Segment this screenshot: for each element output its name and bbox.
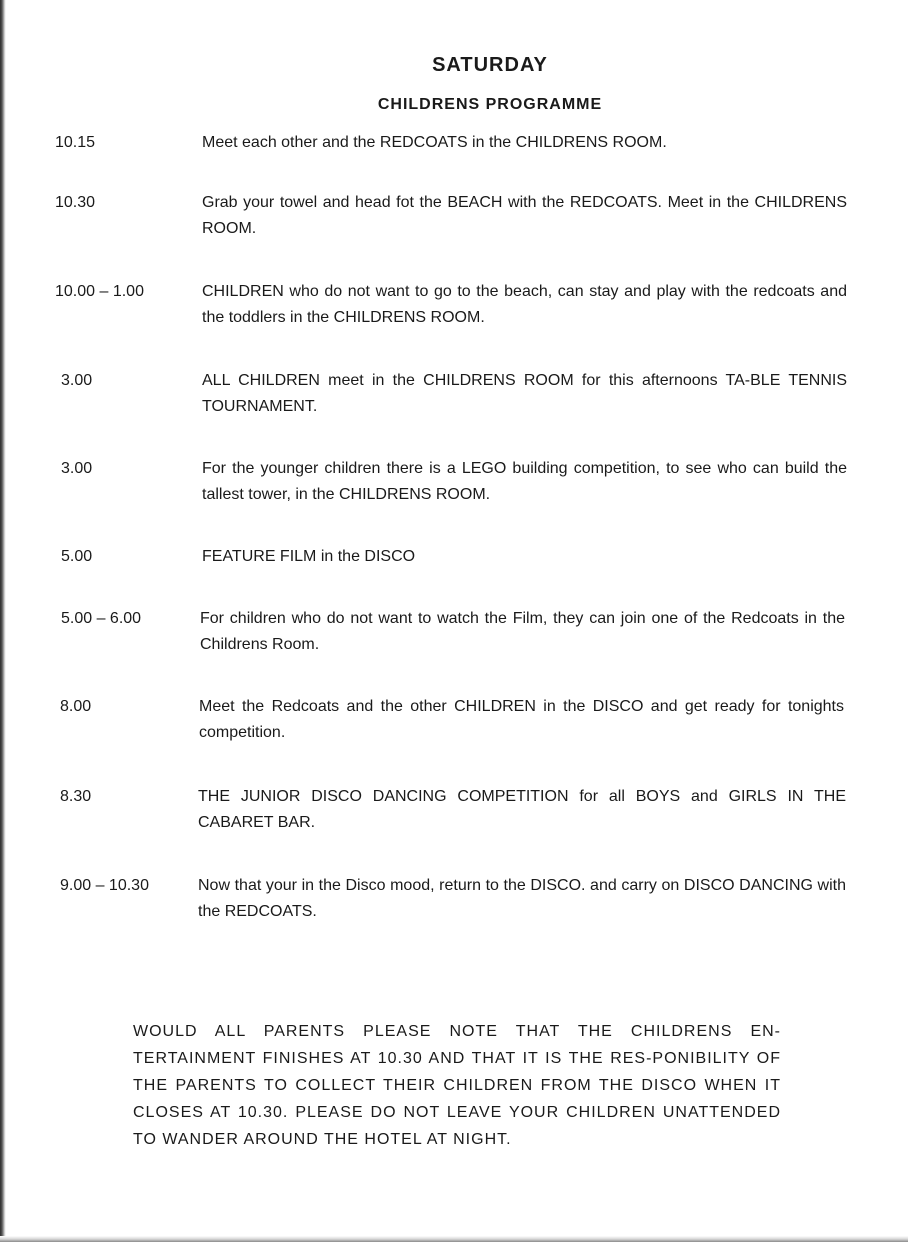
parents-notice: WOULD ALL PARENTS PLEASE NOTE THAT THE CHILDRENS EN-TERTAINMENT FINISHES AT 10.30 AND THAT IT IS THE RES-PONIBILITY OF THE PARENTS TO COLLECT THEIR CHILDREN FROM THE DISCO WHEN IT CLOSES AT 10.30. PLEASE DO NOT LEAVE YOUR CHILDREN UNATTENDED TO WANDER AROUND THE HOTEL AT NIGHT. — [133, 1023, 781, 1148]
entry-time: 3.00 — [61, 460, 93, 477]
page-bottom-edge — [0, 1236, 908, 1242]
page-title: SATURDAY — [432, 54, 548, 76]
entry-time: 9.00 – 10.30 — [60, 877, 149, 894]
entry-description: CHILDREN who do not want to go to the beach, can stay and play with the redcoats and the toddlers in the CHILDRENS ROOM. — [202, 283, 847, 326]
page-binding-edge — [0, 0, 6, 1242]
entry-time: 10.15 — [55, 134, 96, 151]
page-subtitle: CHILDRENS PROGRAMME — [377, 96, 603, 113]
entry-time: 5.00 — [61, 548, 93, 565]
entry-description: For children who do not want to watch the Film, they can join one of the Redcoats in the Childrens Room. — [200, 610, 845, 653]
entry-time: 10.00 – 1.00 — [55, 283, 144, 300]
entry-description: Meet each other and the REDCOATS in the CHILDRENS ROOM. — [202, 134, 667, 151]
entry-description: Now that your in the Disco mood, return to the DISCO. and carry on DISCO DANCING with the REDCOATS. — [198, 877, 846, 920]
entry-time: 10.30 — [55, 194, 96, 211]
entry-description: FEATURE FILM in the DISCO — [202, 548, 416, 565]
entry-time: 8.00 — [60, 698, 92, 715]
entry-description: THE JUNIOR DISCO DANCING COMPETITION for all BOYS and GIRLS IN THE CABARET BAR. — [198, 788, 846, 831]
entry-time: 3.00 — [61, 372, 93, 389]
entry-description: Grab your towel and head fot the BEACH with the REDCOATS. Meet in the CHILDRENS ROOM. — [202, 194, 847, 237]
entry-description: For the younger children there is a LEGO building competition, to see who can build the tallest tower, in the CHILDRENS ROOM. — [202, 460, 847, 503]
entry-time: 8.30 — [60, 788, 92, 805]
entry-time: 5.00 – 6.00 — [61, 610, 142, 627]
entry-description: Meet the Redcoats and the other CHILDREN in the DISCO and get ready for tonights competition. — [199, 698, 844, 741]
entry-description: ALL CHILDREN meet in the CHILDRENS ROOM for this afternoons TA-BLE TENNIS TOURNAMENT. — [202, 372, 847, 415]
